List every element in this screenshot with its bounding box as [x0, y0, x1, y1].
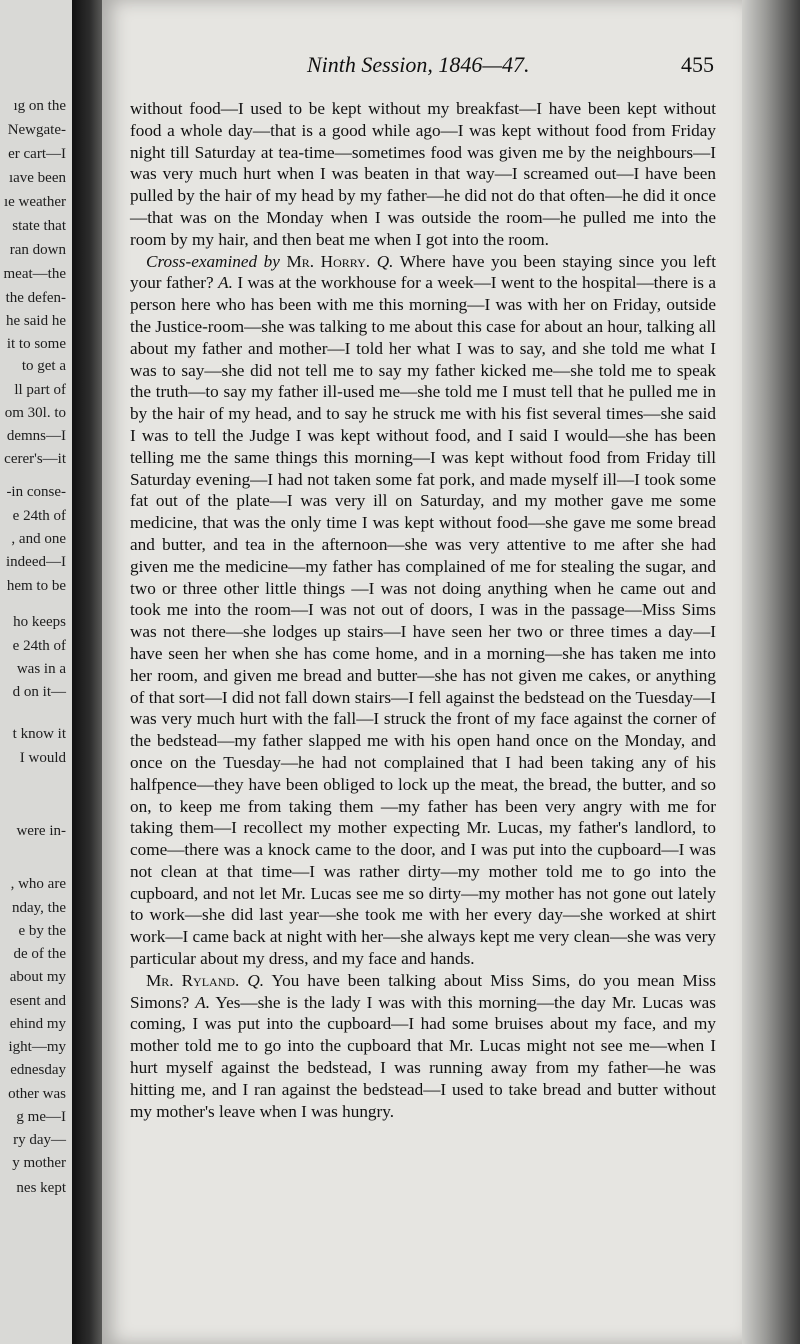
- facing-page-line: esent and: [9, 993, 66, 1009]
- facing-page-line: about my: [9, 969, 66, 985]
- facing-page-line: to get a: [21, 358, 66, 374]
- page-edge: [742, 0, 800, 1344]
- facing-page-line: it to some: [6, 336, 66, 352]
- facing-page-line: Newgate-: [7, 122, 66, 138]
- facing-page-line: indeed—I: [6, 554, 66, 570]
- facing-page-line: I would: [19, 750, 66, 766]
- facing-page-line: , who are: [10, 876, 66, 892]
- facing-page-line: er cart—I: [8, 146, 66, 162]
- paragraph-examination: [130, 970, 716, 1123]
- answer-marker: A.: [195, 992, 211, 1012]
- facing-page-line: the defen-: [5, 290, 66, 306]
- facing-page-line: de of the: [13, 946, 66, 962]
- facing-page-line: , and one: [11, 531, 66, 547]
- question-text: Where have you been staying since you left your father?: [130, 251, 717, 293]
- facing-page-line: y mother: [12, 1155, 66, 1171]
- page-header: [102, 52, 742, 82]
- facing-page-line: d on it—: [12, 684, 66, 700]
- facing-page-line: ıe weather: [3, 194, 66, 210]
- facing-page-line: ıg on the: [13, 98, 66, 114]
- facing-page-fragment: [0, 0, 75, 1344]
- facing-page-line: ıave been: [8, 170, 66, 186]
- answer-marker: A.: [218, 273, 233, 293]
- facing-page-line: state that: [12, 218, 66, 234]
- answer-text: Yes—she is the lady I was with this morning—the day Mr. Lucas was coming, I was put into the cupboard—I had some bruises about my face, and my mother told me to go into the cupboard that Mr. Lucas might not see me—when I hurt myself against the bedstead, I was running away from my father—he was hitting me, and I ran against the bedstead—I used to take bread and butter without my mother's leave when I was hungry.: [130, 992, 716, 1121]
- facing-page-line: cerer's—it: [4, 451, 66, 467]
- facing-page-line: was in a: [16, 661, 66, 677]
- facing-page-line: were in-: [16, 823, 66, 839]
- running-head: Ninth Session, 1846—47.: [307, 52, 530, 77]
- facing-page-line: om 30l. to: [4, 405, 66, 421]
- facing-page-line: demns—I: [6, 428, 66, 444]
- facing-page-line: ho keeps: [13, 614, 66, 630]
- facing-page-line: ll part of: [14, 382, 66, 398]
- speaker-name: Mr. Ryland.: [146, 970, 240, 990]
- question-marker: Q.: [247, 970, 265, 990]
- facing-page-line: hem to be: [6, 578, 66, 594]
- page-number: 455: [681, 52, 714, 77]
- facing-page-line: g me—I: [16, 1109, 66, 1125]
- facing-page-line: ry day—: [13, 1132, 66, 1148]
- paragraph-testimony: without food—I used to be kept without my breakfast—I have been kept without food a whole day—that is a good while ago—I was kept without food from Friday night till Saturday at tea-time—sometimes food was given me by the neighbours—I was very much hurt when I was beaten in that way—I screamed out—I have been pulled by the hair of my head by my father—he did not do that often—he did it once—that was on the Monday when I was outside the room—he pulled me into the room by my hair, and then beat me when I got into the room.: [130, 99, 716, 249]
- facing-page-line: ehind my: [9, 1016, 66, 1032]
- facing-page-line: -in conse-: [6, 484, 66, 500]
- book-page: [102, 0, 742, 1344]
- facing-page-line: t know it: [12, 726, 66, 742]
- facing-page-line: nday, the: [11, 900, 66, 916]
- speaker-name: Mr. Horry.: [286, 251, 371, 271]
- facing-page-line: other was: [8, 1086, 66, 1102]
- answer-text: I was at the workhouse for a week—I went to the hospital—there is a person here who has been with me this morning—I was with her on Friday, outside the Justice-room—she was talking to me about this case for about an hour, talking all about my father and mother—I told her what I was to say, and she told me what I was to say—she did not tell me to say my father kicked me—she told me to speak the truth—to say my father ill-used me—she told me I must tell that he pulled me in by the hair of my head, and to say he struck me with his fist several times—she said I was to tell the Judge I was kept without food, and I said I would—she has been telling me the same things this morning—I was kept without food from Friday till Saturday evening—I had not taken some fat pork, and made myself ill—I took some fat out of the plate—I was very ill on Saturday, and my mother gave me some medicine, that was the only time I was kept without food—she gave me some bread and butter, and tea in the afternoon—she was very attentive to me after she had given me the medicine—my father has complained of me for stealing the sugar, and two or three other little things —I was not doing anything when he came out and took me into the room—I was not out of doors, I was in the passage—Miss Sims was not there—she lodges up stairs—I have seen her two or three times a day—I have seen her when she has come home, and in a morning—she has taken me into her room, and given me bread and butter—she has not given me cakes, or anything of that sort—I did not fall down stairs—I fell against the bedstead on the Tuesday—I was very much hurt with the fall—I struck the front of my face against the corner of the bedstead—my father slapped me with his open hand once on the Monday, and once on the Tuesday—he had not complained that I had been taking any of his halfpence—they have been obliged to lock up the meat, the bread, the butter, and so on, to keep me from taking them —my father has been very angry with me for taking them—I recollect my mother expecting Mr. Lucas, my father's landlord, to come—there was a knock came to the door, and I was put into the cupboard—I was not clean at that time—I was rather dirty—my mother told me to go into the cupboard, and not let Mr. Lucas see me so dirty—my mother has not gone out lately to work—she did last year—she took me with her every day—she worked at shirt work—I came back at night with her—she always kept me very clean—she was very particular about my dress, and my face and hands.: [130, 273, 716, 969]
- question-text: You have been talking about Miss Sims, do you mean Miss Simons?: [130, 970, 716, 1012]
- book-gutter: [72, 0, 102, 1344]
- facing-page-line: ight—my: [8, 1039, 66, 1055]
- question-marker: Q.: [376, 251, 394, 271]
- facing-page-line: e by the: [18, 923, 66, 939]
- facing-page-line: ednesday: [10, 1062, 66, 1078]
- facing-page-line: he said he: [6, 313, 66, 329]
- facing-page-line: e 24th of: [12, 508, 66, 524]
- cross-examined-label: Cross-examined by: [146, 251, 280, 271]
- facing-page-line: meat—the: [3, 266, 66, 282]
- page-body: [130, 98, 716, 1122]
- paragraph-cross-examination: [130, 251, 716, 970]
- facing-page-line: ran down: [9, 242, 66, 258]
- facing-page-line: e 24th of: [12, 638, 66, 654]
- facing-page-line: nes kept: [16, 1180, 66, 1196]
